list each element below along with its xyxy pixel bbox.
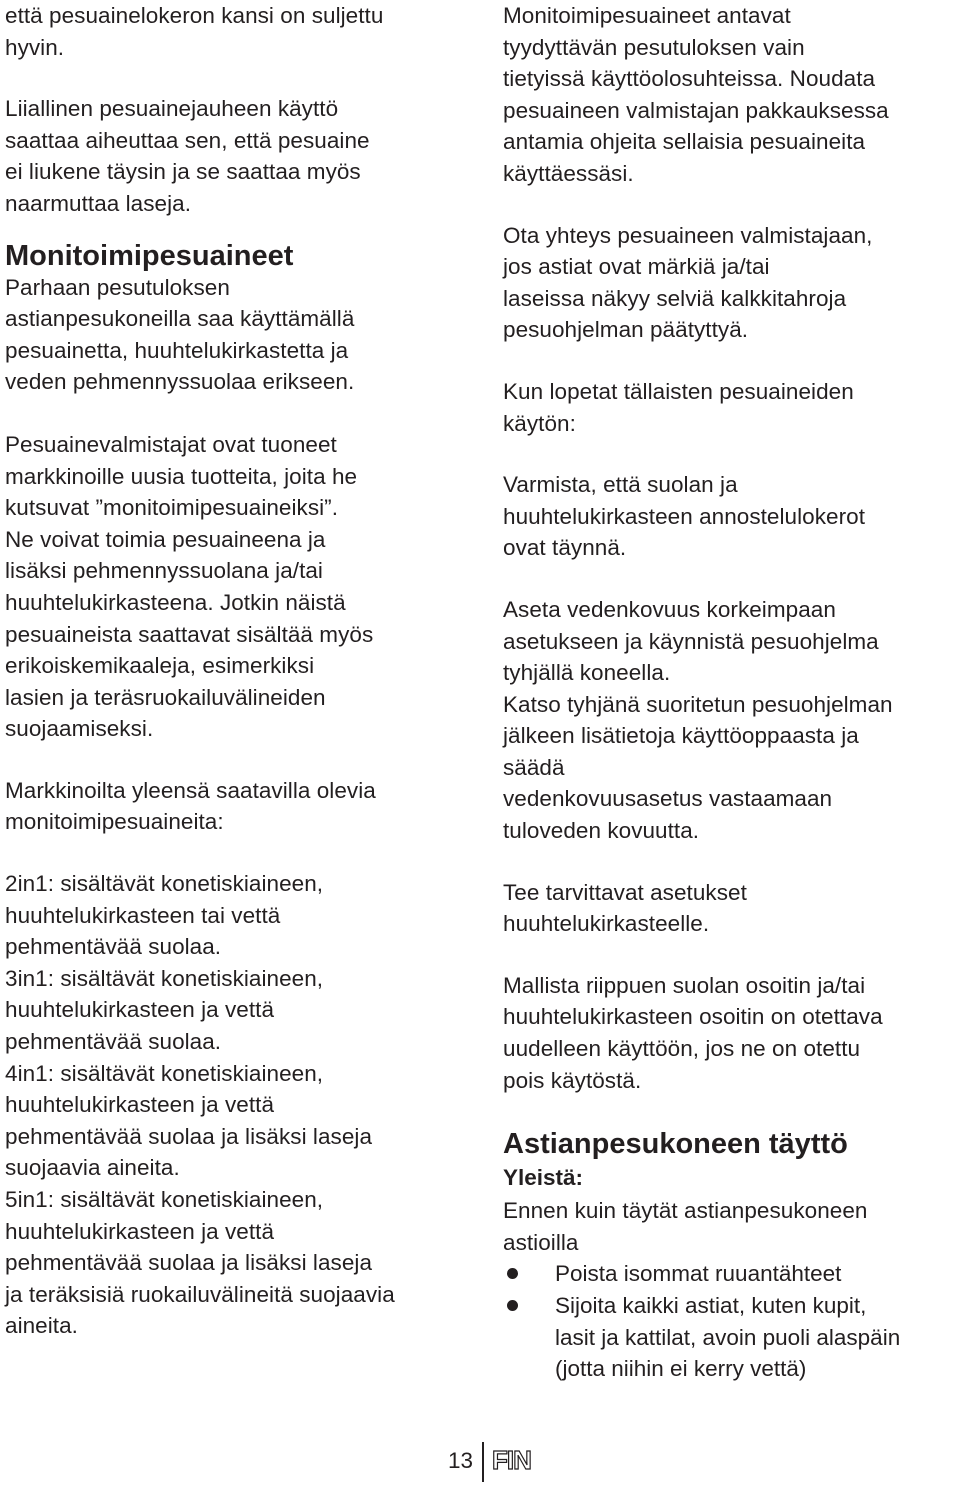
bullet-dot-icon <box>507 1300 518 1311</box>
paragraph-excess-powder: Liiallinen pesuainejauheen käyttö saattaa aiheuttaa sen, että pesuaine ei liukene täysin ja se saattaa myös naarmuttaa laseja. <box>5 96 370 216</box>
bullet-item <box>503 1258 960 1290</box>
bullet-list <box>503 1258 960 1384</box>
subheading-general: Yleistä: <box>503 1165 584 1191</box>
language-code: FIN <box>492 1445 531 1475</box>
left-column <box>5 0 475 1342</box>
paragraph-lid-closed: että pesuainelokeron kansi on suljettu hyvin. <box>5 3 384 60</box>
footer-divider <box>482 1442 484 1482</box>
bullet-text: Poista isommat ruuantähteet <box>555 1261 842 1287</box>
paragraph-contact-manufacturer: Ota yhteys pesuaineen valmistajaan, jos astiat ovat märkiä ja/tai laseissa näkyy selviä kalkkitahroja pesuohjelman päätyttyä. <box>503 222 873 343</box>
paragraph-product-types: 2in1: sisältävät konetiskiaineen, huuhtelukirkasteen tai vettä pehmentävää suolaa. 3in1: sisältävät konetiskiaineen, huuhtelukirkasteen ja vettä pehmentävää suolaa. 4in1: sisältävät konetiskiaineen, huuhtelukirkasteen ja vettä pehmentävää suolaa ja lisäksi laseja suojaavia aineita. 5in1: sisältävät konetiskiaineen, huuhtelukirkasteen ja vettä pehmentävää suolaa ja lisäksi laseja ja teräksisiä ruokailuvälineitä suojaavia aineita. <box>5 871 395 1339</box>
heading-loading-dishwasher: Astianpesukoneen täyttö <box>503 1128 848 1161</box>
paragraph-water-hardness: Aseta vedenkovuus korkeimpaan asetukseen ja käynnistä pesuohjelma tyhjällä koneella. Katso tyhjänä suoritetun pesuohjelman jälkeen lisätietoja käyttöoppaasta ja säädä vedenkovuusasetus vastaamaan tuloveden kovuutta. <box>503 596 893 844</box>
right-column <box>503 0 960 1385</box>
bullet-text: Sijoita kaikki astiat, kuten kupit, lasit ja kattilat, avoin puoli alaspäin (jotta niihin ei kerry vettä) <box>555 1293 901 1382</box>
bullet-dot-icon <box>507 1268 518 1279</box>
paragraph-best-results: Parhaan pesutuloksen astianpesukoneilla saa käyttämällä pesuainetta, huuhtelukirkastetta ja veden pehmennyssuolaa erikseen. <box>5 274 355 395</box>
paragraph-rinse-settings: Tee tarvittavat asetukset huuhtelukirkasteelle. <box>503 879 747 937</box>
paragraph-check-dispensers: Varmista, että suolan ja huuhtelukirkasteen annostelulokerot ovat täynnä. <box>503 472 865 561</box>
paragraph-indicators: Mallista riippuen suolan osoitin ja/tai huuhtelukirkasteen osoitin on otettava uudelleen käyttöön, jos ne on otettu pois käytöstä. <box>503 972 883 1093</box>
page-number: 13 <box>448 1448 474 1473</box>
paragraph-available-products: Markkinoilta yleensä saatavilla olevia monitoimipesuaineita: <box>5 777 376 835</box>
heading-multi-detergents: Monitoimipesuaineet <box>5 239 294 272</box>
paragraph-satisfactory-results: Monitoimipesuaineet antavat tyydyttävän pesutuloksen vain tietyissä käyttöolosuhteissa. Noudata pesuaineen valmistajan pakkauksessa antamia ohjeita sellaisia pesuaineita käyttäessäsi. <box>503 3 889 186</box>
paragraph-before-loading: Ennen kuin täytät astianpesukoneen astioilla <box>503 1198 868 1255</box>
paragraph-stop-using: Kun lopetat tällaisten pesuaineiden käytön: <box>503 378 854 436</box>
paragraph-manufacturers: Pesuainevalmistajat ovat tuoneet markkinoille uusia tuotteita, joita he kutsuvat ”monitoimipesuaineiksi”. Ne voivat toimia pesuaineena ja lisäksi pehmennyssuolana ja/tai huuhtelukirkasteena. Jotkin näistä pesuaineista saattavat sisältää myös erikoiskemikaaleja, esimerkiksi lasien ja teräsruokailuvälineiden suojaamiseksi. <box>5 431 374 742</box>
bullet-item <box>503 1290 960 1385</box>
